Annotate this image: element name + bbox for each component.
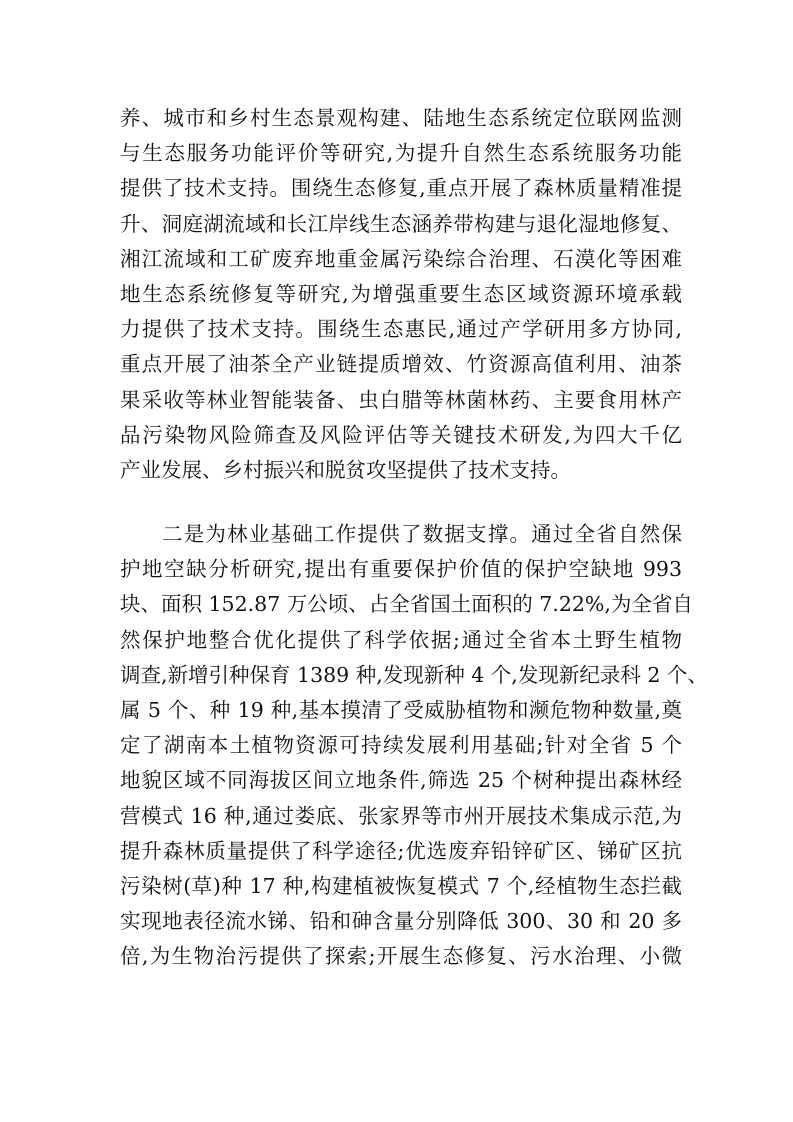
text-line: 与生态服务功能评价等研究,为提升自然生态系统服务功能 [120,141,682,166]
text-line: 定了湖南本土植物资源可持续发展利用基础;针对全省 5 个 [120,733,682,758]
document-page [120,101,708,975]
text-line: 营模式 16 种,通过娄底、张家界等市州开展技术集成示范,为 [120,803,682,828]
text-line: 重点开展了油茶全产业链提质增效、竹资源高值利用、油茶 [120,352,682,377]
text-line: 提供了技术支持。围绕生态修复,重点开展了森林质量精准提 [120,176,682,201]
text-line: 污染树(草)种 17 种,构建植被恢复模式 7 个,经植物生态拦截 [120,873,682,898]
text-line: 养、城市和乡村生态景观构建、陆地生态系统定位联网监测 [120,106,682,130]
paragraph-1 [120,101,682,488]
paragraph-2 [120,517,708,974]
text-line: 升、洞庭湖流域和长江岸线生态涵养带构建与退化湿地修复、 [120,211,682,236]
text-line: 产业发展、乡村振兴和脱贫攻坚提供了技术支持。 [120,457,571,482]
text-line: 护地空缺分析研究,提出有重要保护价值的保护空缺地 993 [120,557,682,582]
text-line: 品污染物风险筛查及风险评估等关键技术研发,为四大千亿 [120,422,682,447]
text-line: 果采收等林业智能装备、虫白腊等林菌林药、主要食用林产 [120,387,682,412]
text-line: 力提供了技术支持。围绕生态惠民,通过产学研用多方协同, [120,317,682,342]
text-line: 提升森林质量提供了科学途径;优选废弃铅锌矿区、锑矿区抗 [120,838,682,863]
text-line: 湘江流域和工矿废弃地重金属污染综合治理、石漠化等困难 [120,246,682,271]
text-line: 属 5 个、种 19 种,基本摸清了受威胁植物和濒危物种数量,奠 [120,698,682,722]
text-line: 地貌区域不同海拔区间立地条件,筛选 25 个树种提出森林经 [120,768,682,793]
text-line: 二是为林业基础工作提供了数据支撑。通过全省自然保 [162,522,682,547]
text-line: 然保护地整合优化提供了科学依据;通过全省本土野生植物 [120,627,682,652]
text-line: 倍,为生物治污提供了探索;开展生态修复、污水治理、小微 [120,944,682,969]
text-line: 实现地表径流水锑、铅和砷含量分别降低 300、30 和 20 多 [120,909,682,934]
text-line: 调查,新增引种保育 1389 种,发现新种 4 个,发现新纪录科 2 个、 [120,662,708,687]
text-line: 块、面积 152.87 万公顷、占全省国土面积的 7.22%,为全省自 [120,592,693,617]
text-line: 地生态系统修复等研究,为增强重要生态区域资源环境承载 [120,281,682,306]
